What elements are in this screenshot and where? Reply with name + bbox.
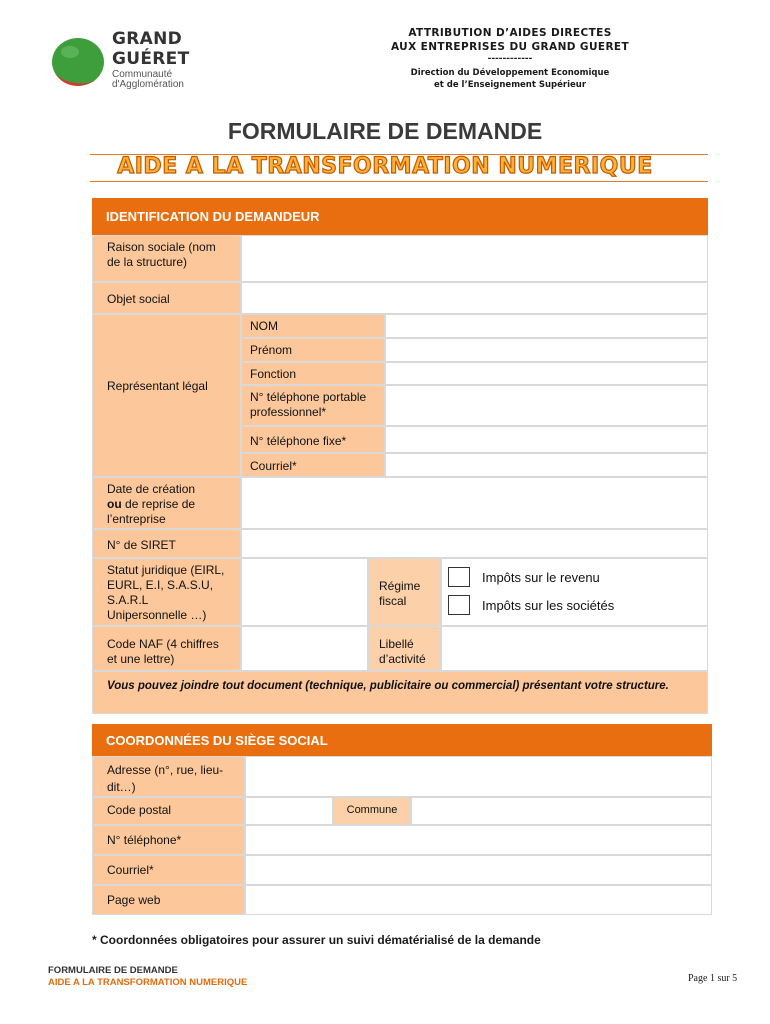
label-adresse: Adresse (n°, rue, lieu- dit…) [92,756,245,797]
label-date-creation-text-a: Date de création [107,482,196,496]
label-siret: N° de SIRET [92,529,241,558]
label-libelle-activite: Libellé d’activité [368,626,441,671]
field-fonction[interactable] [385,362,708,385]
label-code-naf: Code NAF (4 chiffres et une lettre) [92,626,241,671]
page-subtitle: AIDE A LA TRANSFORMATION NUMERIQUE [117,154,653,179]
label-raison-sociale: Raison sociale (nom de la structure) [92,235,241,282]
header-line-entreprises: AUX ENTREPRISES DU GRAND GUERET [390,41,630,53]
section-header-identification: IDENTIFICATION DU DEMANDEUR [92,198,708,235]
note-joindre-documents: Vous pouvez joindre tout document (technique, publicitaire ou commercial) présentant votre structure. [92,671,708,714]
regime-fiscal-options [441,558,708,626]
label-fonction: Fonction [241,362,385,385]
logo-subtext-agglomeration: d'Agglomération [112,79,184,90]
label-page-web: Page web [92,885,245,915]
label-date-creation [92,477,241,529]
label-commune: Commune [333,797,411,825]
field-tel-fixe[interactable] [385,426,708,453]
field-tel-portable[interactable] [385,385,708,426]
header-line-enseignement: et de l’Enseignement Supérieur [433,80,587,90]
label-statut-juridique: Statut juridique (EIRL, EURL, E.I, S.A.S.U, S.A.R.L Unipersonnelle …) [92,558,241,626]
label-impot-societes: Impôts sur les sociétés [482,598,615,613]
page-title: FORMULAIRE DE DEMANDE [227,118,543,144]
header-line-attribution: ATTRIBUTION D’AIDES DIRECTES [408,27,612,39]
logo-text-gueret: GUÉRET [112,49,190,69]
field-nom[interactable] [385,314,708,338]
label-code-postal: Code postal [92,797,245,825]
label-date-creation-text-b: de reprise de l’entreprise [107,497,196,526]
label-prenom: Prénom [241,338,385,362]
label-telephone-siege: N° téléphone* [92,825,245,855]
label-courriel-siege: Courriel* [92,855,245,885]
title-rule-bottom [90,181,708,182]
field-page-web[interactable] [245,885,712,915]
checkbox-impot-revenu[interactable] [448,567,470,587]
logo-subtext-communaute: Communauté [112,69,173,80]
field-courriel-representant[interactable] [385,453,708,477]
header-separator: ------------ [487,54,533,64]
field-siret[interactable] [241,529,708,558]
label-tel-fixe: N° téléphone fixe* [241,426,385,453]
label-tel-portable: N° téléphone portable professionnel* [241,385,385,426]
label-representant-legal: Représentant légal [92,314,241,477]
field-date-creation[interactable] [241,477,708,529]
field-libelle-activite[interactable] [441,626,708,671]
section-header-siege-social: COORDONNÉES DU SIÈGE SOCIAL [92,724,712,756]
label-date-creation-ou: ou [107,497,122,511]
field-code-postal[interactable] [245,797,333,825]
field-objet-social[interactable] [241,282,708,314]
label-objet-social: Objet social [92,282,241,314]
footer-page-number: Page 1 sur 5 [688,973,738,984]
checkbox-impot-societes[interactable] [448,595,470,615]
field-telephone-siege[interactable] [245,825,712,855]
footer-form-subtitle: AIDE A LA TRANSFORMATION NUMERIQUE [48,977,248,988]
field-commune[interactable] [411,797,712,825]
field-raison-sociale[interactable] [241,235,708,282]
field-code-naf[interactable] [241,626,368,671]
header-line-direction: Direction du Développement Economique [410,68,610,78]
label-regime-fiscal: Régime fiscal [368,558,441,626]
field-courriel-siege[interactable] [245,855,712,885]
logo-text-grand: GRAND [112,29,183,49]
label-impot-revenu: Impôts sur le revenu [482,570,600,585]
footnote-coordonnees-obligatoires: * Coordonnées obligatoires pour assurer un suivi dématérialisé de la demande [92,933,541,947]
field-prenom[interactable] [385,338,708,362]
label-nom: NOM [241,314,385,338]
label-courriel-representant: Courriel* [241,453,385,477]
footer-form-title: FORMULAIRE DE DEMANDE [48,965,178,976]
field-adresse[interactable] [245,756,712,797]
field-statut-juridique[interactable] [241,558,368,626]
